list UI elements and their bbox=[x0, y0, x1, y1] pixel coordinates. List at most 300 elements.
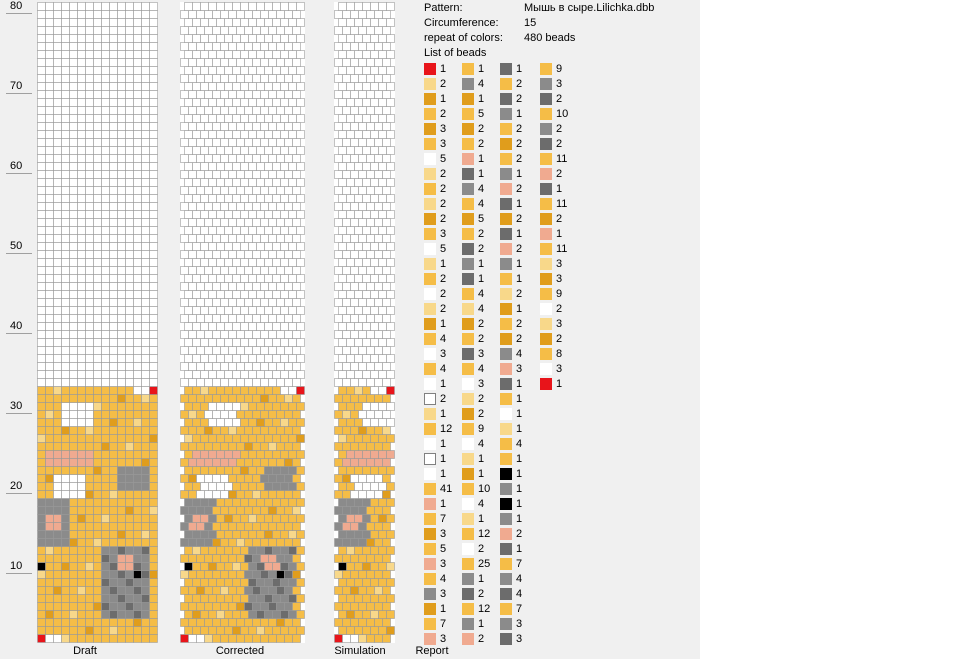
bead-cell[interactable] bbox=[78, 283, 86, 291]
bead-cell[interactable] bbox=[86, 339, 94, 347]
bead-cell[interactable] bbox=[233, 531, 241, 539]
bead-cell[interactable] bbox=[86, 595, 94, 603]
bead-cell[interactable] bbox=[297, 227, 305, 235]
bead-cell[interactable] bbox=[233, 19, 241, 27]
bead-cell[interactable] bbox=[367, 107, 375, 115]
bead-cell[interactable] bbox=[134, 531, 142, 539]
bead-cell[interactable] bbox=[249, 323, 257, 331]
bead-cell[interactable] bbox=[38, 11, 46, 19]
bead-cell[interactable] bbox=[335, 219, 343, 227]
bead-cell[interactable] bbox=[233, 483, 241, 491]
bead-cell[interactable] bbox=[293, 139, 301, 147]
bead-cell[interactable] bbox=[38, 203, 46, 211]
bead-cell[interactable] bbox=[150, 139, 158, 147]
bead-cell[interactable] bbox=[217, 275, 225, 283]
bead-cell[interactable] bbox=[213, 219, 221, 227]
bead-cell[interactable] bbox=[94, 635, 102, 643]
bead-cell[interactable] bbox=[118, 547, 126, 555]
bead-cell[interactable] bbox=[142, 243, 150, 251]
bead-cell[interactable] bbox=[343, 11, 351, 19]
bead-cell[interactable] bbox=[241, 483, 249, 491]
bead-cell[interactable] bbox=[375, 235, 383, 243]
bead-cell[interactable] bbox=[367, 571, 375, 579]
bead-cell[interactable] bbox=[359, 315, 367, 323]
bead-cell[interactable] bbox=[46, 11, 54, 19]
bead-cell[interactable] bbox=[229, 107, 237, 115]
bead-cell[interactable] bbox=[150, 611, 158, 619]
bead-cell[interactable] bbox=[110, 43, 118, 51]
bead-cell[interactable] bbox=[193, 51, 201, 59]
bead-cell[interactable] bbox=[38, 299, 46, 307]
bead-cell[interactable] bbox=[213, 315, 221, 323]
bead-cell[interactable] bbox=[189, 427, 197, 435]
bead-cell[interactable] bbox=[70, 187, 78, 195]
bead-cell[interactable] bbox=[110, 155, 118, 163]
bead-cell[interactable] bbox=[118, 491, 126, 499]
bead-cell[interactable] bbox=[359, 539, 367, 547]
bead-cell[interactable] bbox=[285, 395, 293, 403]
bead-cell[interactable] bbox=[142, 251, 150, 259]
bead-cell[interactable] bbox=[383, 235, 391, 243]
bead-cell[interactable] bbox=[134, 387, 142, 395]
bead-cell[interactable] bbox=[102, 211, 110, 219]
bead-cell[interactable] bbox=[185, 323, 193, 331]
bead-cell[interactable] bbox=[285, 619, 293, 627]
bead-cell[interactable] bbox=[351, 11, 359, 19]
bead-cell[interactable] bbox=[118, 275, 126, 283]
bead-cell[interactable] bbox=[339, 483, 347, 491]
bead-cell[interactable] bbox=[78, 179, 86, 187]
bead-cell[interactable] bbox=[150, 99, 158, 107]
bead-cell[interactable] bbox=[150, 75, 158, 83]
bead-cell[interactable] bbox=[355, 99, 363, 107]
bead-cell[interactable] bbox=[253, 315, 261, 323]
bead-cell[interactable] bbox=[94, 563, 102, 571]
bead-cell[interactable] bbox=[70, 411, 78, 419]
bead-cell[interactable] bbox=[102, 571, 110, 579]
bead-cell[interactable] bbox=[150, 411, 158, 419]
bead-cell[interactable] bbox=[205, 91, 213, 99]
bead-cell[interactable] bbox=[78, 195, 86, 203]
bead-cell[interactable] bbox=[367, 123, 375, 131]
bead-cell[interactable] bbox=[62, 251, 70, 259]
bead-cell[interactable] bbox=[281, 483, 289, 491]
bead-cell[interactable] bbox=[351, 27, 359, 35]
bead-cell[interactable] bbox=[142, 635, 150, 643]
bead-cell[interactable] bbox=[265, 179, 273, 187]
bead-cell[interactable] bbox=[285, 523, 293, 531]
bead-cell[interactable] bbox=[375, 539, 383, 547]
bead-cell[interactable] bbox=[86, 355, 94, 363]
bead-cell[interactable] bbox=[185, 467, 193, 475]
bead-cell[interactable] bbox=[375, 171, 383, 179]
bead-cell[interactable] bbox=[102, 491, 110, 499]
bead-cell[interactable] bbox=[46, 347, 54, 355]
bead-cell[interactable] bbox=[54, 555, 62, 563]
bead-cell[interactable] bbox=[241, 531, 249, 539]
bead-cell[interactable] bbox=[62, 307, 70, 315]
bead-cell[interactable] bbox=[249, 387, 257, 395]
bead-cell[interactable] bbox=[343, 475, 351, 483]
bead-cell[interactable] bbox=[102, 515, 110, 523]
bead-cell[interactable] bbox=[237, 619, 245, 627]
bead-cell[interactable] bbox=[261, 459, 269, 467]
bead-cell[interactable] bbox=[241, 435, 249, 443]
bead-cell[interactable] bbox=[150, 483, 158, 491]
bead-cell[interactable] bbox=[185, 35, 193, 43]
bead-cell[interactable] bbox=[78, 51, 86, 59]
bead-cell[interactable] bbox=[110, 331, 118, 339]
bead-cell[interactable] bbox=[46, 355, 54, 363]
bead-cell[interactable] bbox=[217, 67, 225, 75]
bead-cell[interactable] bbox=[102, 619, 110, 627]
bead-cell[interactable] bbox=[54, 411, 62, 419]
bead-cell[interactable] bbox=[197, 123, 205, 131]
bead-cell[interactable] bbox=[339, 115, 347, 123]
bead-cell[interactable] bbox=[126, 203, 134, 211]
bead-cell[interactable] bbox=[383, 459, 391, 467]
bead-cell[interactable] bbox=[343, 27, 351, 35]
bead-cell[interactable] bbox=[213, 411, 221, 419]
bead-cell[interactable] bbox=[245, 43, 253, 51]
bead-cell[interactable] bbox=[62, 99, 70, 107]
bead-cell[interactable] bbox=[38, 227, 46, 235]
bead-cell[interactable] bbox=[277, 395, 285, 403]
bead-cell[interactable] bbox=[209, 467, 217, 475]
bead-cell[interactable] bbox=[289, 275, 297, 283]
bead-cell[interactable] bbox=[142, 315, 150, 323]
bead-cell[interactable] bbox=[371, 147, 379, 155]
bead-cell[interactable] bbox=[359, 219, 367, 227]
bead-cell[interactable] bbox=[54, 387, 62, 395]
bead-cell[interactable] bbox=[110, 75, 118, 83]
bead-cell[interactable] bbox=[265, 115, 273, 123]
bead-cell[interactable] bbox=[102, 467, 110, 475]
bead-cell[interactable] bbox=[189, 539, 197, 547]
bead-cell[interactable] bbox=[62, 451, 70, 459]
bead-cell[interactable] bbox=[118, 323, 126, 331]
bead-cell[interactable] bbox=[118, 515, 126, 523]
bead-cell[interactable] bbox=[70, 387, 78, 395]
bead-cell[interactable] bbox=[126, 291, 134, 299]
bead-cell[interactable] bbox=[209, 115, 217, 123]
bead-cell[interactable] bbox=[343, 171, 351, 179]
bead-cell[interactable] bbox=[237, 107, 245, 115]
bead-cell[interactable] bbox=[126, 523, 134, 531]
bead-cell[interactable] bbox=[197, 251, 205, 259]
bead-cell[interactable] bbox=[134, 235, 142, 243]
bead-cell[interactable] bbox=[343, 139, 351, 147]
bead-cell[interactable] bbox=[339, 307, 347, 315]
bead-cell[interactable] bbox=[62, 75, 70, 83]
bead-cell[interactable] bbox=[213, 75, 221, 83]
bead-cell[interactable] bbox=[221, 75, 229, 83]
bead-cell[interactable] bbox=[245, 363, 253, 371]
bead-cell[interactable] bbox=[193, 371, 201, 379]
bead-cell[interactable] bbox=[371, 19, 379, 27]
bead-cell[interactable] bbox=[86, 523, 94, 531]
bead-cell[interactable] bbox=[233, 115, 241, 123]
bead-cell[interactable] bbox=[94, 299, 102, 307]
bead-cell[interactable] bbox=[102, 123, 110, 131]
bead-cell[interactable] bbox=[209, 531, 217, 539]
bead-cell[interactable] bbox=[379, 451, 387, 459]
bead-cell[interactable] bbox=[54, 459, 62, 467]
bead-cell[interactable] bbox=[387, 611, 395, 619]
bead-cell[interactable] bbox=[94, 3, 102, 11]
bead-cell[interactable] bbox=[269, 603, 277, 611]
bead-cell[interactable] bbox=[285, 251, 293, 259]
bead-cell[interactable] bbox=[70, 499, 78, 507]
bead-cell[interactable] bbox=[201, 163, 209, 171]
bead-cell[interactable] bbox=[150, 131, 158, 139]
bead-cell[interactable] bbox=[245, 123, 253, 131]
bead-cell[interactable] bbox=[355, 403, 363, 411]
bead-cell[interactable] bbox=[245, 187, 253, 195]
bead-cell[interactable] bbox=[126, 123, 134, 131]
bead-cell[interactable] bbox=[277, 571, 285, 579]
bead-cell[interactable] bbox=[257, 499, 265, 507]
bead-cell[interactable] bbox=[363, 67, 371, 75]
bead-cell[interactable] bbox=[126, 459, 134, 467]
bead-cell[interactable] bbox=[150, 155, 158, 163]
bead-cell[interactable] bbox=[297, 339, 305, 347]
bead-cell[interactable] bbox=[375, 587, 383, 595]
bead-cell[interactable] bbox=[205, 315, 213, 323]
bead-cell[interactable] bbox=[110, 91, 118, 99]
bead-cell[interactable] bbox=[181, 571, 189, 579]
bead-cell[interactable] bbox=[102, 355, 110, 363]
bead-cell[interactable] bbox=[94, 203, 102, 211]
bead-cell[interactable] bbox=[197, 347, 205, 355]
bead-cell[interactable] bbox=[118, 163, 126, 171]
bead-cell[interactable] bbox=[102, 283, 110, 291]
bead-cell[interactable] bbox=[289, 355, 297, 363]
bead-cell[interactable] bbox=[185, 355, 193, 363]
bead-cell[interactable] bbox=[205, 203, 213, 211]
bead-cell[interactable] bbox=[54, 219, 62, 227]
bead-cell[interactable] bbox=[293, 315, 301, 323]
bead-cell[interactable] bbox=[253, 219, 261, 227]
bead-cell[interactable] bbox=[150, 427, 158, 435]
bead-cell[interactable] bbox=[213, 27, 221, 35]
bead-cell[interactable] bbox=[181, 43, 189, 51]
bead-cell[interactable] bbox=[150, 635, 158, 643]
bead-cell[interactable] bbox=[142, 115, 150, 123]
bead-cell[interactable] bbox=[150, 619, 158, 627]
bead-cell[interactable] bbox=[297, 51, 305, 59]
bead-cell[interactable] bbox=[229, 523, 237, 531]
bead-cell[interactable] bbox=[46, 579, 54, 587]
bead-cell[interactable] bbox=[387, 579, 395, 587]
bead-cell[interactable] bbox=[70, 371, 78, 379]
bead-cell[interactable] bbox=[197, 91, 205, 99]
bead-cell[interactable] bbox=[359, 91, 367, 99]
bead-cell[interactable] bbox=[221, 11, 229, 19]
bead-cell[interactable] bbox=[70, 75, 78, 83]
bead-cell[interactable] bbox=[118, 259, 126, 267]
bead-cell[interactable] bbox=[225, 515, 233, 523]
bead-cell[interactable] bbox=[387, 467, 395, 475]
bead-cell[interactable] bbox=[38, 595, 46, 603]
bead-cell[interactable] bbox=[181, 171, 189, 179]
bead-cell[interactable] bbox=[126, 315, 134, 323]
bead-cell[interactable] bbox=[367, 283, 375, 291]
bead-cell[interactable] bbox=[289, 163, 297, 171]
bead-cell[interactable] bbox=[217, 499, 225, 507]
bead-cell[interactable] bbox=[383, 123, 391, 131]
bead-cell[interactable] bbox=[281, 131, 289, 139]
bead-cell[interactable] bbox=[102, 163, 110, 171]
bead-cell[interactable] bbox=[229, 11, 237, 19]
bead-cell[interactable] bbox=[38, 291, 46, 299]
bead-cell[interactable] bbox=[225, 275, 233, 283]
bead-cell[interactable] bbox=[343, 507, 351, 515]
bead-cell[interactable] bbox=[134, 491, 142, 499]
bead-cell[interactable] bbox=[38, 547, 46, 555]
bead-cell[interactable] bbox=[126, 395, 134, 403]
bead-cell[interactable] bbox=[110, 35, 118, 43]
bead-cell[interactable] bbox=[379, 499, 387, 507]
bead-cell[interactable] bbox=[383, 59, 391, 67]
bead-cell[interactable] bbox=[363, 611, 371, 619]
bead-cell[interactable] bbox=[142, 395, 150, 403]
bead-cell[interactable] bbox=[110, 467, 118, 475]
bead-cell[interactable] bbox=[118, 99, 126, 107]
bead-cell[interactable] bbox=[221, 251, 229, 259]
bead-cell[interactable] bbox=[375, 427, 383, 435]
bead-cell[interactable] bbox=[209, 195, 217, 203]
bead-cell[interactable] bbox=[343, 443, 351, 451]
bead-cell[interactable] bbox=[86, 555, 94, 563]
bead-cell[interactable] bbox=[54, 291, 62, 299]
bead-cell[interactable] bbox=[257, 51, 265, 59]
bead-cell[interactable] bbox=[269, 171, 277, 179]
bead-cell[interactable] bbox=[343, 43, 351, 51]
bead-cell[interactable] bbox=[269, 443, 277, 451]
bead-cell[interactable] bbox=[257, 339, 265, 347]
bead-cell[interactable] bbox=[185, 67, 193, 75]
bead-cell[interactable] bbox=[245, 315, 253, 323]
bead-cell[interactable] bbox=[293, 235, 301, 243]
bead-cell[interactable] bbox=[134, 395, 142, 403]
bead-cell[interactable] bbox=[181, 123, 189, 131]
bead-cell[interactable] bbox=[257, 67, 265, 75]
bead-cell[interactable] bbox=[205, 251, 213, 259]
bead-cell[interactable] bbox=[241, 563, 249, 571]
bead-cell[interactable] bbox=[379, 83, 387, 91]
bead-cell[interactable] bbox=[209, 579, 217, 587]
bead-cell[interactable] bbox=[355, 467, 363, 475]
bead-cell[interactable] bbox=[359, 379, 367, 387]
bead-cell[interactable] bbox=[343, 187, 351, 195]
bead-cell[interactable] bbox=[229, 283, 237, 291]
bead-cell[interactable] bbox=[205, 187, 213, 195]
bead-cell[interactable] bbox=[249, 35, 257, 43]
bead-cell[interactable] bbox=[339, 211, 347, 219]
bead-cell[interactable] bbox=[375, 43, 383, 51]
bead-cell[interactable] bbox=[62, 267, 70, 275]
bead-cell[interactable] bbox=[150, 43, 158, 51]
bead-cell[interactable] bbox=[297, 611, 305, 619]
bead-cell[interactable] bbox=[102, 83, 110, 91]
bead-cell[interactable] bbox=[70, 507, 78, 515]
bead-cell[interactable] bbox=[277, 235, 285, 243]
bead-cell[interactable] bbox=[217, 211, 225, 219]
bead-cell[interactable] bbox=[213, 491, 221, 499]
bead-cell[interactable] bbox=[347, 547, 355, 555]
bead-cell[interactable] bbox=[110, 123, 118, 131]
bead-cell[interactable] bbox=[269, 107, 277, 115]
bead-cell[interactable] bbox=[150, 539, 158, 547]
bead-cell[interactable] bbox=[355, 3, 363, 11]
bead-cell[interactable] bbox=[150, 403, 158, 411]
bead-cell[interactable] bbox=[289, 371, 297, 379]
bead-cell[interactable] bbox=[142, 363, 150, 371]
bead-cell[interactable] bbox=[237, 603, 245, 611]
bead-cell[interactable] bbox=[383, 395, 391, 403]
bead-cell[interactable] bbox=[134, 483, 142, 491]
bead-cell[interactable] bbox=[150, 291, 158, 299]
bead-cell[interactable] bbox=[297, 531, 305, 539]
bead-cell[interactable] bbox=[70, 99, 78, 107]
bead-cell[interactable] bbox=[134, 251, 142, 259]
bead-cell[interactable] bbox=[285, 363, 293, 371]
bead-cell[interactable] bbox=[229, 171, 237, 179]
bead-cell[interactable] bbox=[347, 211, 355, 219]
bead-cell[interactable] bbox=[383, 43, 391, 51]
bead-cell[interactable] bbox=[86, 619, 94, 627]
bead-cell[interactable] bbox=[241, 419, 249, 427]
bead-cell[interactable] bbox=[367, 603, 375, 611]
bead-cell[interactable] bbox=[142, 27, 150, 35]
bead-cell[interactable] bbox=[379, 531, 387, 539]
bead-cell[interactable] bbox=[261, 11, 269, 19]
bead-cell[interactable] bbox=[281, 291, 289, 299]
bead-cell[interactable] bbox=[383, 363, 391, 371]
bead-cell[interactable] bbox=[54, 203, 62, 211]
bead-cell[interactable] bbox=[54, 347, 62, 355]
bead-cell[interactable] bbox=[289, 99, 297, 107]
bead-cell[interactable] bbox=[134, 187, 142, 195]
bead-cell[interactable] bbox=[118, 555, 126, 563]
bead-cell[interactable] bbox=[110, 59, 118, 67]
bead-cell[interactable] bbox=[273, 291, 281, 299]
bead-cell[interactable] bbox=[363, 259, 371, 267]
bead-cell[interactable] bbox=[54, 243, 62, 251]
bead-cell[interactable] bbox=[355, 339, 363, 347]
bead-cell[interactable] bbox=[110, 307, 118, 315]
bead-cell[interactable] bbox=[225, 387, 233, 395]
bead-cell[interactable] bbox=[185, 19, 193, 27]
bead-cell[interactable] bbox=[38, 259, 46, 267]
bead-cell[interactable] bbox=[185, 243, 193, 251]
bead-cell[interactable] bbox=[387, 419, 395, 427]
bead-cell[interactable] bbox=[110, 163, 118, 171]
bead-cell[interactable] bbox=[277, 523, 285, 531]
bead-cell[interactable] bbox=[241, 515, 249, 523]
bead-cell[interactable] bbox=[383, 603, 391, 611]
bead-cell[interactable] bbox=[213, 587, 221, 595]
bead-cell[interactable] bbox=[54, 187, 62, 195]
bead-cell[interactable] bbox=[86, 611, 94, 619]
bead-cell[interactable] bbox=[62, 491, 70, 499]
bead-cell[interactable] bbox=[94, 43, 102, 51]
bead-cell[interactable] bbox=[150, 267, 158, 275]
bead-cell[interactable] bbox=[213, 251, 221, 259]
bead-cell[interactable] bbox=[237, 331, 245, 339]
bead-cell[interactable] bbox=[355, 579, 363, 587]
